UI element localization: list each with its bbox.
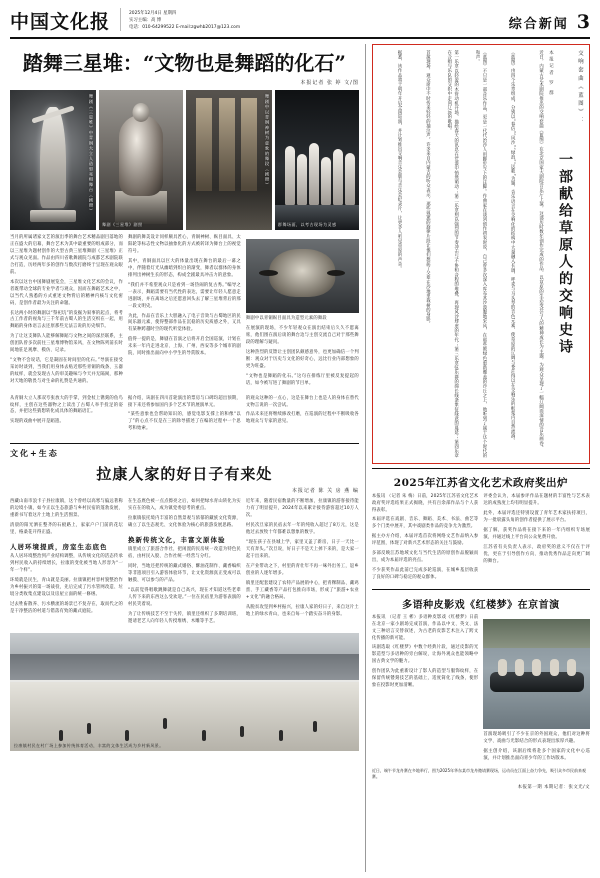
river-bank [483, 619, 590, 648]
stage-dancer [297, 154, 307, 204]
paragraph: “文物不会说话，它是凝固在时间里的化石。”导演在接受采访时谈到，当我们用身体去贴近那些青铜的线条、玉器的纹样，就会发现古人的审美趣味与今天并无隔阂，那种对天地的敬畏与对生命的礼赞是共通的。 [10, 358, 123, 385]
paragraph: 过去牲畜散养、污水横流的场景已不复存在，取而代之的是干净整洁的村道与错落有致的藏式庭院。 [10, 601, 123, 614]
paragraph: 据介绍，该剧在四川首轮演出的票房与口碑均超出预期，接下来还将参加国内多个艺术节的展演单元。 [127, 395, 241, 408]
feature-paragraph: 《蓝图》由四个乐章组成，分别以“春信”“风沙”“绿浪”“远歌”为题，音乐语言在交响化的结构中大量融入长调、呼麦与马头琴的音色元素，使草原的辽阔与苍茫得以在交响乐的框架内自然流淌。 [510, 50, 516, 443]
award-source: 本报讯 （记者 朱 梅）日前，2025年江苏省文化艺术政府奖评选结果正式揭晓，共有百余部作品与个人获得表彰。 [371, 494, 479, 513]
photo-bronze-columns [186, 90, 272, 230]
subheading-2: 换新传统文化，丰富文原体验 [127, 536, 226, 545]
stage-dancer [333, 149, 343, 205]
paragraph: 清晨的阳光洒在整齐的石板路上，家家户户门前的花坛里，格桑花开得正盛。 [10, 523, 123, 536]
photo-bronze-standing-figure [10, 90, 96, 230]
right-column [366, 44, 590, 872]
bronze-column [196, 98, 212, 190]
page-number: 3 [576, 11, 590, 33]
shadow-source: 本报讯 （记者 王 彬）多语种皮影戏《红楼梦》日前在北京一家小剧场完成首演，作品以中文、英文、法文三种语言交替叙述，为古老的皮影艺术注入了跨文化传播的新可能。 [371, 615, 479, 642]
stage-dancer [321, 157, 331, 205]
rower [550, 659, 559, 676]
award-headline: 2025年江苏省文化艺术政府奖出炉 [393, 477, 569, 489]
villager [240, 726, 244, 737]
rower [498, 659, 507, 676]
bronze-column [219, 98, 235, 190]
photo-caption: 拉康镇村民在村广场上参加传统体育活动，丰富的文体生活成为乡村新风景。 [14, 742, 164, 748]
photo-caption-vertical: 舞剧《三星堆》中青铜大立人造型亮相舞台（剧照） [89, 94, 94, 214]
section-label-culture-eco: 文化+生态 [10, 448, 59, 459]
award-col-2 [483, 494, 590, 584]
shadow-col-2 [483, 615, 590, 766]
rower [532, 659, 541, 676]
lead-col-1 [10, 235, 123, 391]
paragraph: 评委会认为，本届参评作品在题材的丰富性与艺术表达的成熟度上均有明显提升。 [483, 494, 590, 506]
feature-vertical-layout [378, 50, 584, 458]
photo-caption: 舞剧《三星堆》剧照 [102, 222, 143, 227]
paragraph: 不少获奖作品此前已完成多轮巡演，在城乡基层收获了良好的口碑与稳定的观众群体。 [371, 567, 479, 580]
paragraph: “以前觉得唱歌跳舞就是自己高兴，现在才知道这些老辈人传下来的东西这么受欢迎。”一位在民宿里为游客表演的村民笑着说。 [127, 587, 241, 607]
lead-col-3 [246, 235, 359, 391]
paragraph: 同时，当地还把传统的藏式婚俗、酥油花制作、藏香编织等非遗项目引入游客体验环节，让文化资源真正变成可以触摸、可以参与的产品。 [127, 564, 241, 583]
paragraph: 在生态底色被一点点擦亮之后，如何把绿水青山转化为实实在在的收入，成为镇党委思考的重点。 [127, 499, 241, 512]
paragraph: 首演现场吸引了不少在京的外国观众，他们对这种将文学、戏曲与光影结合的形式表现出浓厚兴趣。 [483, 732, 590, 745]
mask-eye-left [259, 270, 277, 276]
section-divider [10, 443, 359, 444]
editor-line: 实习主编：高 博 [129, 17, 162, 23]
award-col-1 [372, 494, 479, 584]
photo-stage-group-dance [275, 90, 359, 230]
paragraph: 据主办方介绍，本届评选首次将网络文艺作品纳入参评范围，体现了对新兴艺术形态的关注与鼓励。 [371, 533, 479, 546]
lead-tail-col-2 [128, 396, 241, 437]
publish-date: 2025年12月4日 星期四 [129, 11, 177, 16]
page-body [10, 44, 590, 872]
bronze-column [241, 98, 257, 190]
section2-headline: 拉康人家的好日子有来处 [96, 465, 273, 484]
lead-col-2 [128, 235, 241, 391]
feature-byline: 本报记者 罗 群 [548, 50, 554, 97]
paragraph: 江苏省有关负责人表示，政府奖的意义不仅在于评优，更在于引导创作方向、推动优秀作品走向更广阔的舞台。 [483, 544, 590, 564]
rower [515, 659, 524, 676]
paragraph: 为了让这支舞队人能够解舞蹈与文物之间的深层联系，主创团队曾多次前往三星堆博物馆采风，在文物陈列前长时间地驻足观摩、模仿、记录。 [10, 334, 123, 354]
contact-line: 电话：010-64299522 E-mail:zgwhb2017@123.com [129, 24, 241, 30]
paragraph: 本届评选在戏剧、音乐、舞蹈、美术、书法、曲艺等多个门类中展开，其中戏剧类作品的竞争尤为激烈。 [371, 516, 479, 529]
paragraph: 值得一提的是，舞剧在首演之后将开启全国巡演，计划在未来一年内走进北京、上海、广州、西安等多个城市的剧院，同时推出面向中小学生的导赏版本。 [127, 337, 241, 357]
feature-paragraph: 《蓝图》不只是一部音乐作品，更是一代代治沙人用脚步写下的注脚。作曲家在谈到创作初衷时说，自己曾多次深入库布其沙漠腹地采风，在那些被绿色重新覆盖的沙丘之上，他听到了属于这个时代的和声。 [475, 50, 487, 458]
photo-caption-vertical: 舞剧中以青铜神树为意象的舞段（剧照） [265, 94, 270, 188]
statue-body [40, 107, 66, 208]
paragraph: 在产业带动之下，村里的青壮年不再一味外出务工，返乡创业的人逐年增多。 [245, 563, 359, 576]
left-column [10, 44, 366, 872]
section2-col-2 [128, 499, 241, 628]
paragraph: 此外，本届评选还特别设置了青年艺术家扶持项目，为一批崭露头角的创作者提供了展示平台。 [483, 510, 590, 523]
masthead-right [509, 8, 590, 33]
photo-dragon-boat-race [483, 619, 590, 729]
subheading-1: 人居环境提质，房室生态底色 [10, 543, 108, 552]
paragraph: 在展演的现场，不少年轻观众在演出结束后久久不愿离席，他们围在演后谈的舞台边与主创交流自己对于那些舞段的理解与疑问。 [245, 325, 359, 345]
feature-paragraph: 近日，内蒙古艺术剧院推出的交响套曲《蓝图》在北京国家大剧院音乐厅上演，这部历时数年创作完成的作品，以草原的生态变迁与人的精神成长为主题，为观众呈现了一幅辽阔而深情的音乐画卷。 [538, 50, 544, 451]
photo-bronze-mask-closeup [246, 239, 359, 313]
section-title: 综合新闻 [508, 17, 569, 32]
paragraph: 这种热烈的反馈让主创团队颇感意外，也更加确信一个判断：观众对于历史与文化的好奇心，远比行业内部想象的更为旺盛。 [245, 349, 359, 369]
lead-text-columns [10, 235, 359, 391]
lead-tail-columns [10, 396, 359, 437]
paragraph: 近年来，随着民宿数量的不断增加，拉康镇的游客接待能力有了明显提升，2024年以来累计接待游客超过10万人次。 [245, 499, 359, 519]
villager [279, 730, 283, 741]
section2-byline: 本报记者 陈 关 房 燕 编 [291, 488, 359, 495]
mask-face [270, 249, 336, 296]
paragraph: 为此，作品在音乐上大胆融入了电子音效与古蜀地区的民间乐器元素，使得整部作品在沉稳的历史质感之外，又具有某种跨越时空的现代听觉体验。 [127, 313, 241, 333]
villager [202, 730, 206, 741]
feature-paragraph: 首演现场，观众席中不时传来轻轻的抽泣声。许多来自内蒙古的听众表示，那些熟悉的旋律片段让他们想起了父辈在沙地里栽树的身影。 [425, 50, 431, 326]
paragraph: 本次以这台中国舞剧展览会，三星堆文化艺术的会议，作者既带动全球的专业学者与观众，因而在舞蹈艺术之中，以当代人熟悉的方式重述文物背后的精神内核与文化密码，是创作者最为关注的命题。 [10, 279, 123, 306]
feature-paragraph: 第一乐章以轻盈的木管动机开场，描绘春天的讯息在荒漠中悄然萌动；第二乐章则以强烈的节奏冲击与不协和音程的堆叠，再现风沙肆虐的年代；第三乐章弦乐群的绵长线条象征绿意的蔓延；第四乐章在合唱与乐队的交织中走向辽远的歌唱。 [446, 50, 459, 458]
paragraph: 镇里还配套建设了农特产品展销中心，把青稞制品、藏鸡蛋、手工藏香等产品打包推向市场，形成了“旅游+农业+文化”的融合格局。 [245, 580, 359, 600]
villager [125, 730, 129, 741]
lead-tail-col-1 [10, 396, 123, 437]
photo-village-sports-field [10, 633, 359, 751]
paragraph: 创作团队为此重新设计了影人的造型与服饰纹样，在保留传统镂刻技艺的基础上，适度简化了线条，使形象在投影时更加清晰。 [371, 669, 479, 689]
statue-base [30, 210, 76, 222]
lead-headline: 踏舞三星堆：“文物也是舞蹈的化石” [22, 51, 346, 75]
divider [372, 589, 590, 590]
divider [372, 468, 590, 469]
feature-paragraph: 据悉，该作品将于明年开启全国巡演，并计划推出交响音乐会版与音乐会纪录片，让更多人听见草原的声音。 [397, 50, 403, 271]
lead-photo-strip [10, 90, 359, 230]
paragraph: 镇里成立了旅游合作社，把闲置的民房统一改造为特色民宿，由村民入股、合作社统一经营与分红。 [127, 547, 241, 560]
villager [313, 721, 317, 732]
paragraph: “我们并不希望观众只是看到一场热闹的复古秀。”编导之一表示，舞蹈需要有当代性的表达，需要让年轻人愿意走进剧场，并在离场之后还愿意回头去了解三星堆背后的那一段文明史。 [127, 282, 241, 309]
paragraph: 为了让传统技艺不至于失传，镇里还组织了多期培训班，邀请老艺人向年轻人传授堆绣、木雕等手艺。 [127, 611, 241, 624]
paragraph: “文物也是舞蹈的化石。”这句在排练厅里被反复提起的话，如今被写进了舞剧的节目单。 [245, 373, 359, 386]
paragraph: 村民次旦家的民宿去年一年的纯收入超过了8万元，这是他过去放牧十年都难以想象的数字。 [245, 523, 359, 536]
paragraph: 其中，青铜面具以巨大的体量出现在舞台的最后一幕之中，伴随着灯光从幽暗到炽白的渐变，舞者以群体的身体排列出神树生长的形态，构成全剧最具冲击力的意象。 [127, 258, 241, 278]
paragraph: 的观众这种的一点心，这是在舞台上也是人的身体在替代文物言说的一次尝试。 [245, 395, 359, 408]
lead-byline: 本报记者 张 婷 文/图 [300, 80, 359, 86]
shadow-play-headline: 多语种皮影戏《红楼梦》在京首演 [402, 600, 560, 612]
photo-glow [186, 188, 272, 230]
paragraph: 据主创介绍，该剧后续将赴多个国家的文化中心巡演，并计划推出面向青少年的工作坊版本。 [483, 749, 590, 762]
paragraph: 拉康镇依托境内丰富的自然景观与浓郁的藏族文化资源，确立了以生态观光、文化体验为核心的旅游发展思路。 [127, 516, 241, 529]
shadow-col-1 [372, 615, 479, 766]
paragraph: 多部反映江苏地域文化与当代生活的原创作品脱颖而出，成为本届评选的亮点。 [371, 550, 479, 563]
paragraph: 当月的所属诸家文艺的演出季的舞台艺术精品剧目落地的正在盛大的启幕，舞台艺术为其中最重要的组成部分，而以三星堆为题材创作的大型古典三星堆舞剧《三星堆》正式与观众见面。作品由四川省歌舞剧院与成都艺术剧院联合打造，历经两年多的创作与数次打磨终于呈现在观众眼前。 [10, 235, 123, 275]
paragraph: 从脱贫攻坚到乡村振兴，拉康人家的好日子，来自这片土地上的绿水青山，也来自每一个踏实奋斗的身影。 [245, 604, 359, 617]
masthead [10, 8, 590, 39]
section2-col-1 [10, 499, 123, 628]
paragraph: 从人居环境整治到产业结构调整，从传统文化的活态传承到村民收入的持续增长，拉康的变化被当地人形容为“一年一个样”。 [10, 554, 123, 574]
feature-kicker: 交响套曲《蓝图》： [577, 50, 583, 126]
dancer-head [133, 103, 150, 122]
shadow-play-columns [372, 615, 590, 766]
paragraph: 西藏山南市浪卡子县拉康镇，这个曾经以高寒与偏远著称的边境小镇，如今正以生态旅游与乡村民宿的蓬勃发展，重新书写着这片土地上的生活图景。 [10, 499, 123, 519]
stage-dancer [309, 143, 319, 205]
feature-headline: 一部献给草原人的交响史诗 [557, 152, 573, 356]
paragraph: 从青铜大立人那双夸张放大的手掌，到金杖上镌刻的鱼鸟纹样，主创在这些器物之上读出了古蜀人举手投足的姿态，并把这些猜想转化成具体的舞蹈语汇。 [10, 395, 123, 415]
paragraph: 环境就是民生，青山就是美丽。拉康镇把村容村貌整治作为乡村振兴的第一场战役，先后完成了污水管网改造、垃圾分类收集点建设以及房屋立面的统一修缮。 [10, 577, 123, 597]
paragraph: 该剧选取《红楼梦》中数个经典片段，通过皮影的光影造型与多语种的旁白解说，让海外观众也能领略中国古典文学的魅力。 [371, 645, 479, 665]
feature-highlight-box [372, 44, 590, 464]
photo-dancer-torso [99, 90, 183, 230]
stage-dancer [285, 146, 295, 205]
award-columns [372, 494, 590, 584]
paragraph: “某些意象也会帮助知识的，感觉电影支撑上的和像“以了”的心点不仅是在三的除导描述了在编的过程中一个思考和始索。 [127, 412, 241, 432]
paragraph: “现在孩子在县城上学，家里又盖了新房，日子一天比一天有奔头。”次旦说，好日子不是天上掉下来的，是大家一起干出来的。 [245, 540, 359, 560]
photo-caption: 舞剧中以青铜纵目面具为造型元素的舞段 [245, 316, 327, 321]
newspaper-logo: 中国文化报 [10, 11, 111, 33]
paragraph: 据了解，获奖作品将在接下来的一年内组织专场展演，并通过线上平台向公众免费开放。 [483, 527, 590, 540]
rower [567, 659, 576, 676]
paragraph: 长达两小时的舞剧以“祭祀坑”的发掘为叙事的起点，将考古工作者的视角与三千年前古蜀人的生活交织在一起，用舞蹈的身体语言去还原那些无法言说的历史细节。 [10, 310, 123, 330]
paragraph: 作品未来还将继续修改打磨，在巡演的过程中不断吸收各地观众与专家的意见。 [245, 412, 359, 425]
villager [87, 723, 91, 734]
section2-text-columns [10, 499, 359, 628]
paragraph: 实现的戏曲中展开是蹈遗。 [10, 419, 64, 425]
villager [59, 730, 63, 741]
hill-band [10, 654, 359, 680]
section2-col-3 [246, 499, 359, 628]
boat-photo-caption: 近日，端午节龙舟赛在多地举行，图为2025年华东某市龙舟邀请赛现场，运动员在江面上奋力争先，吸引众多市民前来观赛。 [371, 768, 587, 780]
stage-dancer [345, 153, 355, 205]
photo-caption: 群舞场面，以考古现场为灵感 [278, 222, 337, 227]
masthead-meta [120, 8, 240, 31]
page-footer: 本报第一期 本期记者：张文光/文 [517, 785, 590, 791]
paragraph: 舞剧的舞美设计同样颇具匠心，青铜神树、纵目面具、太阳轮等标志性文物以抽象化的方式被转译为舞台上的视觉符号。 [127, 235, 241, 254]
dancer-torso [119, 115, 163, 196]
lead-tail-col-3 [246, 396, 359, 437]
